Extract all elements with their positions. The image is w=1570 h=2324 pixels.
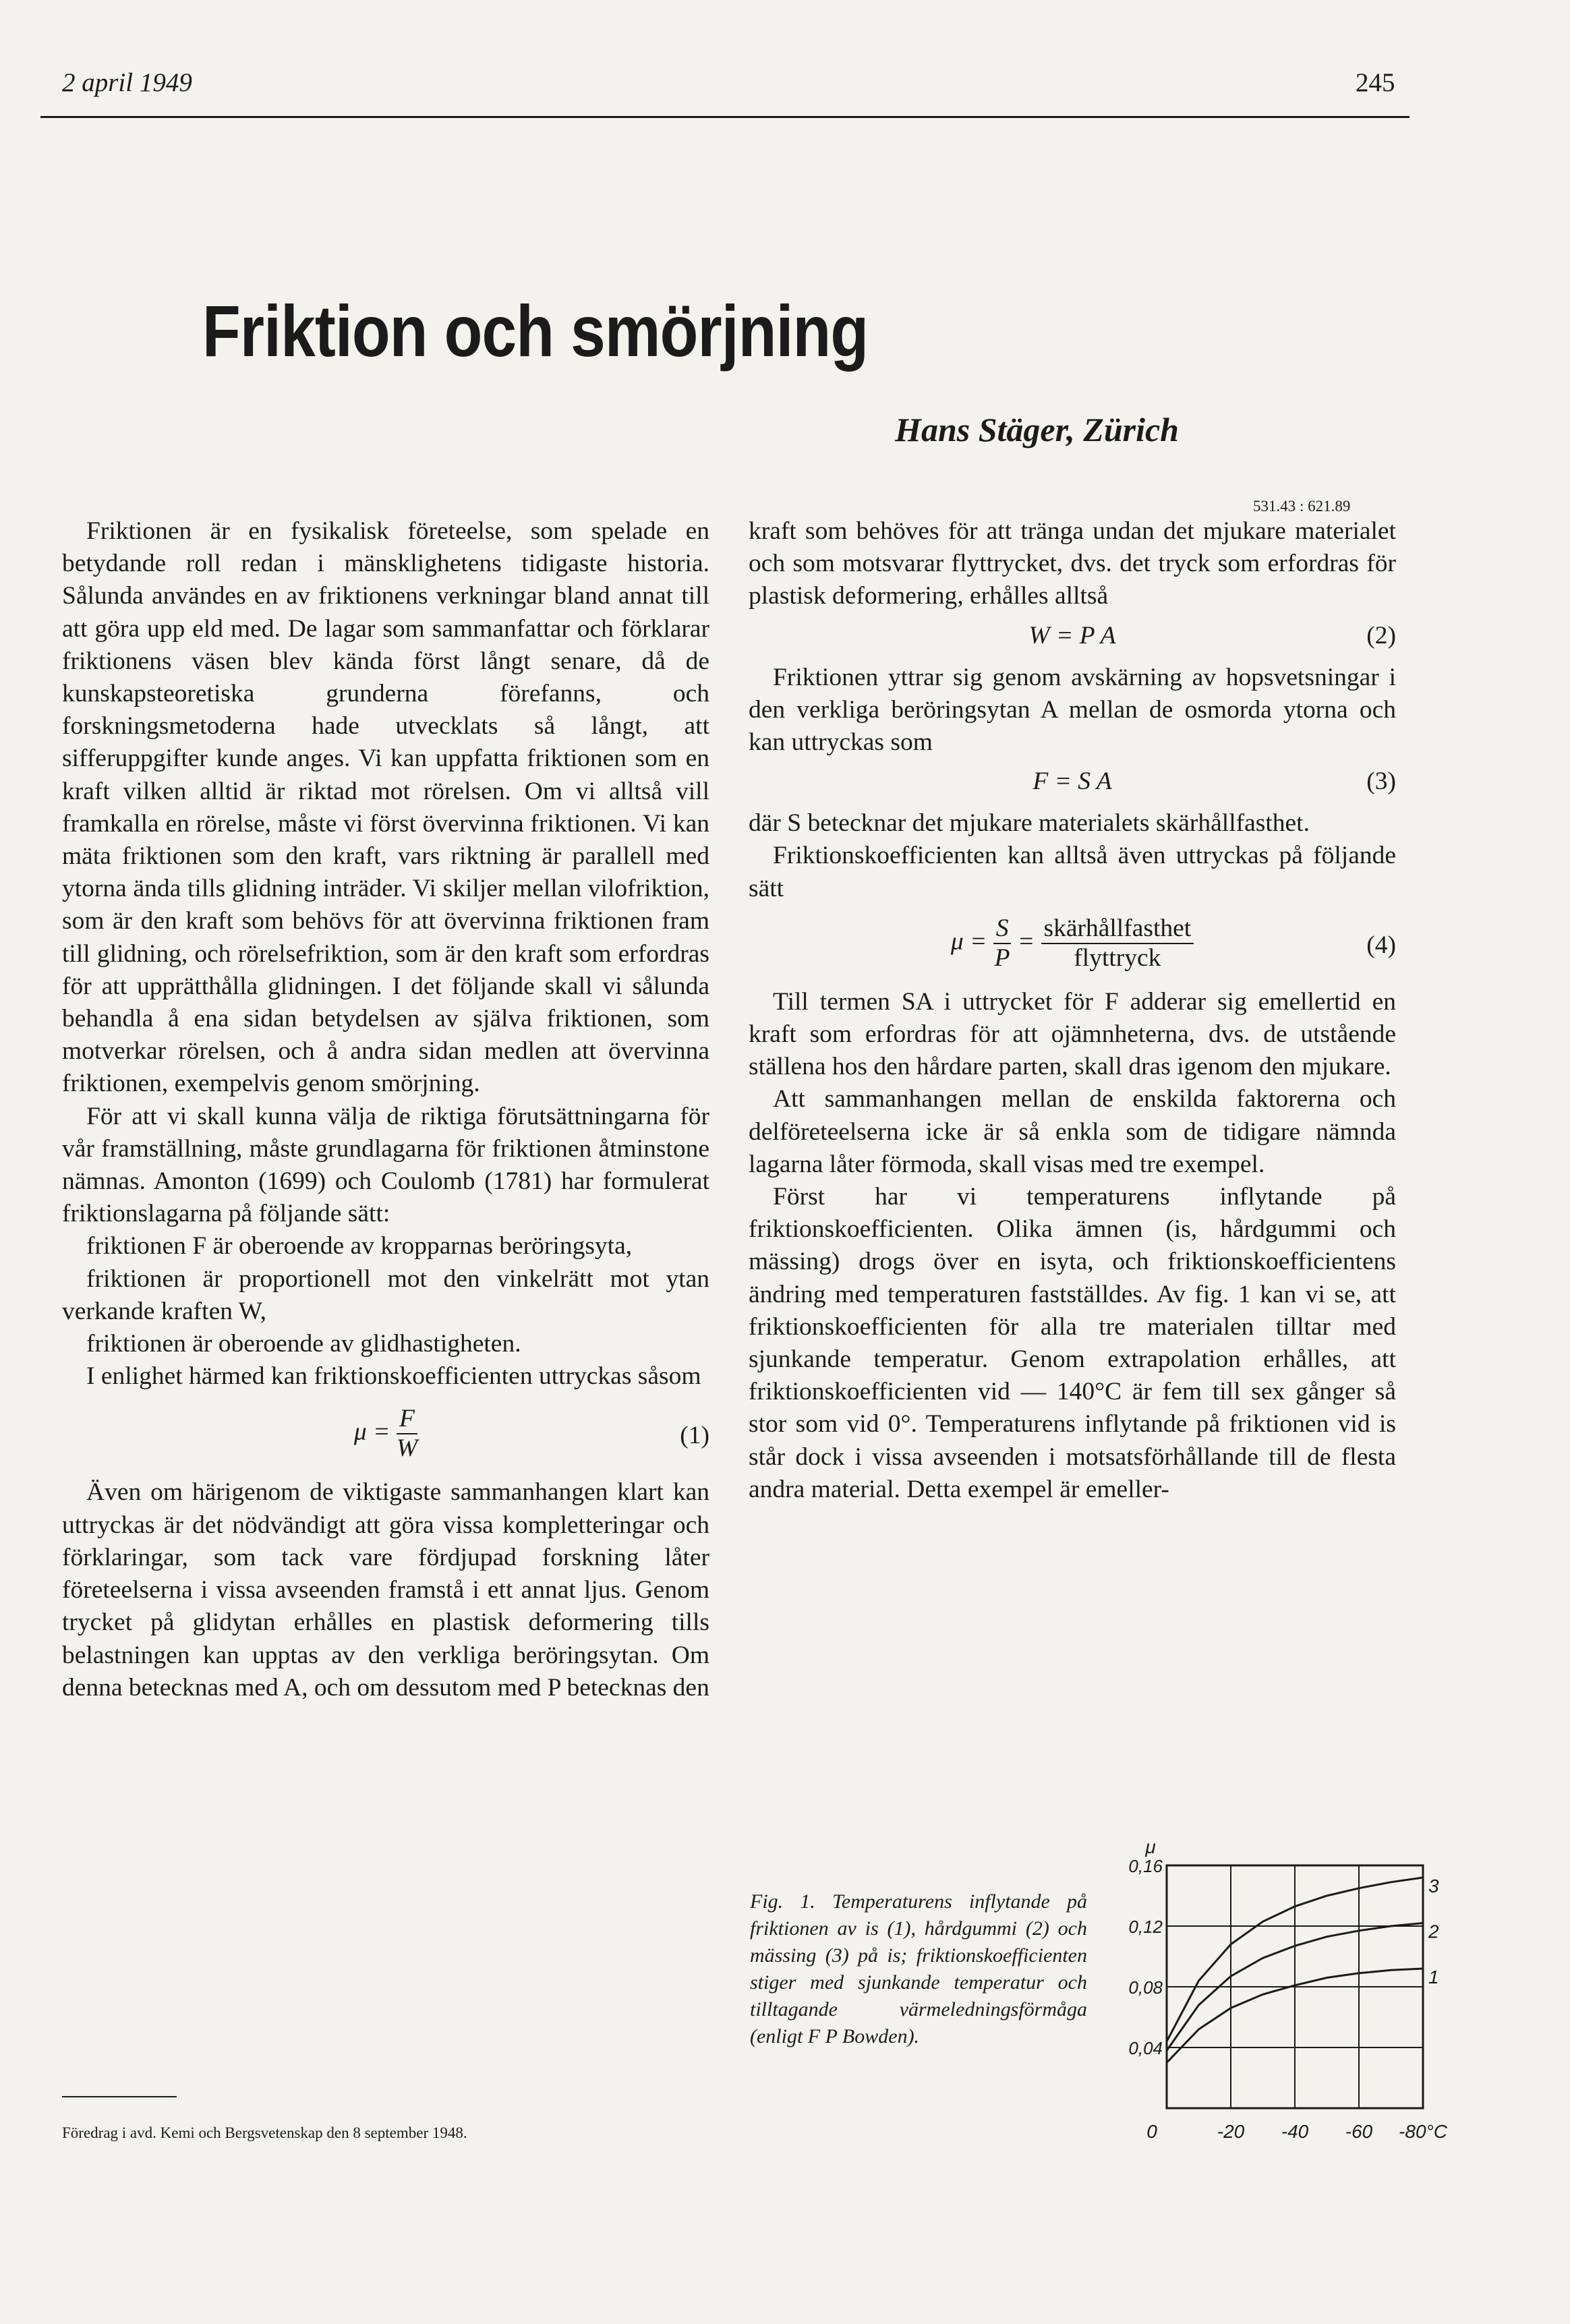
- equation-3: [749, 765, 1396, 801]
- x-tick-label: 0: [1146, 2121, 1157, 2142]
- equation-2: [749, 620, 1396, 655]
- paragraph: Friktionen yttrar sig genom avskärning av hopsvetsningar i den verkliga beröringsytan A mellan de osmorda ytorna och kan uttryckas som: [749, 663, 1396, 757]
- header-rule: [40, 116, 1409, 118]
- paragraph: Att sammanhangen mellan de enskilda faktorerna och delföreteelserna icke är så enkla som de tidigare nämnda lagarna låter förmoda, skall visas med tre exempel.: [749, 1085, 1396, 1178]
- paragraph: Friktionen är en fysikalisk företeelse, som spelade en betydande roll redan i mänsklighetens tidigaste historia. Sålunda användes en av friktionens verkningar bland annat till att göra upp eld med. De lagar som sammanfattar och förklarar friktionens väsen blev kända först långt senare, då de kunskapsteoretiska grunderna förefanns, och forskningsmetoderna hade utvecklats så långt, att sifferuppgifter kunde anges. Vi kan uppfatta friktionen som en kraft vilken alltid är riktad mot rörelsen. Om vi alltså vill framkalla en rörelse, måste vi först övervinna friktionen. Vi kan mäta friktionen som den kraft, vars riktning är parallell med ytorna ända tills glidning inträder. Vi skiljer mellan vilofriktion, som är den kraft som behövs för att övervinna friktionen fram till glidning, och rörelsefriktion, som är den kraft som erfordras för att upprätthålla glidningen. I det följande skall vi sålunda behandla å ena sidan betydelsen av själva friktionen, som motverkar rörelsen, och å andra sidan medlen att övervinna friktionen, exempelvis genom smörjning.: [62, 517, 709, 1098]
- numerator: S: [993, 914, 1012, 944]
- equation-expression: F = S A: [1033, 767, 1112, 796]
- denominator: flyttryck: [1074, 943, 1161, 972]
- fraction: [993, 914, 1012, 972]
- x-tick-label: -40: [1281, 2121, 1309, 2142]
- figure-caption: Fig. 1. Temperaturens inflytande på friktionen av is (1), hårdgummi (2) och mässing (3) på is; friktionskoefficienten stiger med sjunkande temperatur och tilltagande värmeledningsförmåga (enligt F P Bowden).: [750, 1890, 1087, 2047]
- equation-1: [62, 1399, 709, 1470]
- footnote: Föredrag i avd. Kemi och Bergsvetenskap den 8 september 1948.: [62, 2124, 467, 2141]
- x-tick-label: -80°C: [1399, 2121, 1447, 2142]
- equation-number: (1): [680, 1422, 709, 1450]
- paragraph: För att vi skall kunna välja de riktiga förutsättningarna för vår framställning, måste grundlagarna för friktionen åtminstone nämnas. Amonton (1699) och Coulomb (1781) har formulerat friktionslagarna på följande sätt:: [62, 1102, 709, 1228]
- paragraph: Friktionskoefficienten kan alltså även uttryckas på följande sätt: [749, 842, 1396, 902]
- y-tick-label: 0,12: [1128, 1917, 1163, 1937]
- paragraph: Även om härigenom de viktigaste sammanhangen klart kan uttryckas är det nödvändigt att göra vissa kompletteringar och förklaringar, som tack vare fördjupad forskning låter företeelserna i vissa avseenden framstå i ett annat ljus. Genom trycket på glidytan erhålles en plastisk deformering tills belastningen kan upptas av den verkliga beröringsytan. Om denna betecknas med A, och om dessutom med P betecknas den: [62, 1478, 709, 1702]
- y-axis-label: μ: [1145, 1836, 1156, 1857]
- text-column-left: [62, 515, 709, 1704]
- equation-lhs: μ =: [950, 927, 987, 956]
- paragraph: där S betecknar det mjukare materialets skärhållfasthet.: [749, 809, 1310, 838]
- denominator: W: [396, 1434, 418, 1463]
- series-label: 2: [1428, 1921, 1439, 1942]
- equation-number: (2): [1366, 621, 1396, 649]
- series-label: 1: [1428, 1967, 1439, 1987]
- paragraph: Till termen SA i uttrycket för F adderar sig emellertid en kraft som erfordras för att ojämnheterna, dvs. de utstående ställena hos den hårdare parten, skall dras igenom den mjukare.: [749, 987, 1396, 1081]
- numerator: F: [397, 1405, 417, 1434]
- fraction: [397, 1405, 417, 1463]
- y-tick-label: 0,16: [1128, 1856, 1163, 1876]
- equation-number: (3): [1366, 767, 1396, 796]
- y-tick-label: 0,08: [1128, 1977, 1163, 1998]
- equation-4: [749, 912, 1396, 979]
- law-item: friktionen F är oberoende av kropparnas beröringsyta,: [86, 1232, 633, 1260]
- denominator: P: [994, 943, 1010, 972]
- fraction: [1041, 914, 1194, 972]
- law-item: friktionen är oberoende av glidhastigheten.: [86, 1330, 521, 1358]
- page-number: 245: [1356, 68, 1395, 97]
- y-tick-label: 0,04: [1128, 2038, 1163, 2058]
- x-tick-label: -20: [1217, 2121, 1245, 2142]
- running-header-date: 2 april 1949: [62, 68, 192, 97]
- article-author: Hans Stäger, Zürich: [895, 411, 1179, 448]
- equation-number: (4): [1366, 931, 1396, 959]
- paragraph: Först har vi temperaturens inflytande på friktionskoefficienten. Olika ämnen (is, hårdgummi och mässing) drogs över en isyta, och friktionskoefficientens ändring med temperaturen fastställdes. Av fig. 1 kan vi se, att friktionskoefficienten för alla tre materialen tilltar med sjunkande temperatur. Genom extrapolation erhålles, att friktionskoefficienten vid — 140°C är fem till sex gånger så stor som vid 0°. Temperaturens inflytande på friktionen vid is står dock i vissa avseenden i motsatsförhållande till de flesta andra material. Detta exempel är emeller-: [749, 1183, 1396, 1503]
- equals-sign: =: [1017, 927, 1035, 956]
- article-title: Friktion och smörjning: [202, 290, 869, 372]
- x-tick-label: -60: [1345, 2121, 1373, 2142]
- udc-classification: 531.43 : 621.89: [1253, 498, 1351, 515]
- text-column-right: [749, 515, 1396, 1506]
- footnote-rule: [62, 2096, 177, 2097]
- figure-1-chart: [1113, 1832, 1447, 2149]
- paragraph: kraft som behöves för att tränga undan det mjukare materialet och som motsvarar flyttrycket, dvs. det tryck som erfordras för plastisk deformering, erhålles alltså: [749, 517, 1396, 610]
- series-label: 3: [1428, 1876, 1439, 1896]
- equation-expression: W = P A: [1028, 621, 1116, 649]
- numerator: skärhållfasthet: [1041, 914, 1194, 944]
- paragraph: I enlighet härmed kan friktionskoefficienten uttryckas såsom: [86, 1362, 701, 1391]
- law-item: friktionen är proportionell mot den vinkelrätt mot ytan verkande kraften W,: [62, 1265, 709, 1325]
- equation-lhs: μ =: [353, 1418, 390, 1447]
